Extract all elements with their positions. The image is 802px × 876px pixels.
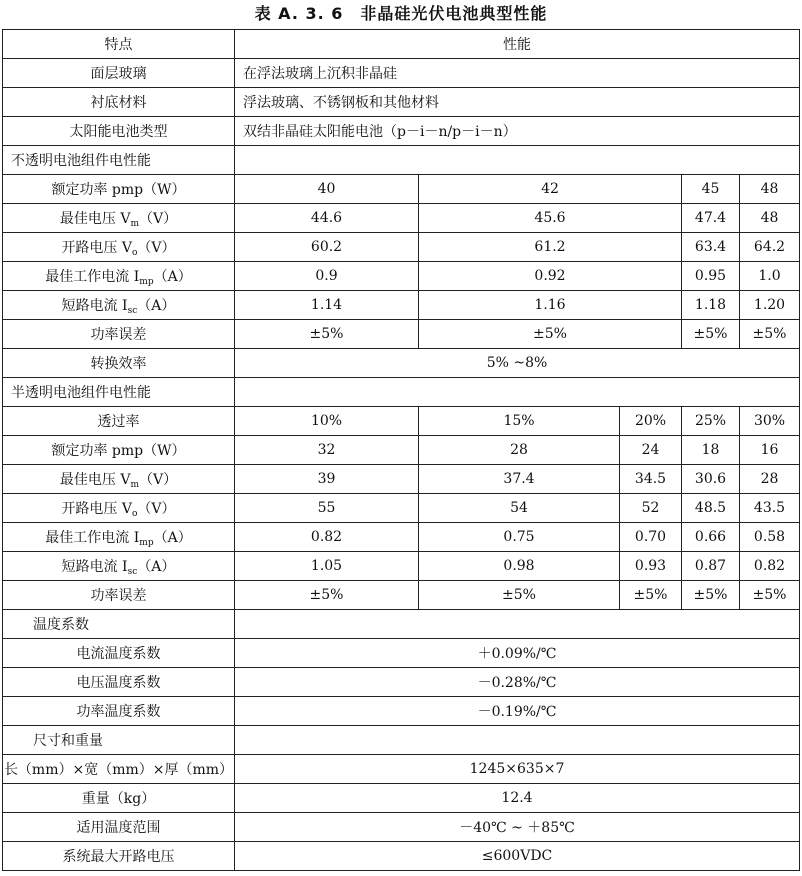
table-row [3,465,800,494]
label-unit: （A） [137,559,176,575]
label-text: 额定功率 pmp（W） [51,182,186,198]
header-performance: 性能 [235,30,800,59]
table-row [3,755,800,784]
value-cell: ±5% [419,581,620,610]
label-subscript: m [130,480,139,490]
value-cell: ±5% [682,320,740,349]
table-row [3,494,800,523]
label-unit: （V） [137,501,176,517]
value-cell: 42 [419,175,682,204]
row-value: －0.19%/℃ [235,697,800,726]
label-unit: （V） [137,240,176,256]
label-text: 最佳工作电流 I [45,269,140,285]
label-text: 最佳电压 V [59,472,131,488]
row-label [3,262,235,291]
row-label: 转换效率 [3,349,235,378]
value-cell: 1.14 [235,291,419,320]
row-label [3,175,235,204]
value-cell: 45 [682,175,740,204]
value-cell: 52 [620,494,682,523]
value-cell: 10% [235,407,419,436]
label-subscript: mp [139,277,154,287]
value-cell: 44.6 [235,204,419,233]
value-cell: 43.5 [740,494,800,523]
row-label [3,552,235,581]
section-title: 半透明电池组件电性能 [3,378,235,407]
value-cell: 0.66 [682,523,740,552]
value-cell: 0.93 [620,552,682,581]
value-cell: 20% [620,407,682,436]
label-text: 最佳电压 V [59,211,131,227]
label-text: 短路电流 I [61,298,128,314]
table-row [3,262,800,291]
row-value: 在浮法玻璃上沉积非晶硅 [235,59,800,88]
row-value: ＋0.09%/℃ [235,639,800,668]
specs-table [2,29,800,871]
section-empty [235,726,800,755]
table-row [3,204,800,233]
table-row [3,88,800,117]
row-label [3,320,235,349]
table-row [3,784,800,813]
value-cell: ±5% [740,581,800,610]
value-cell: 0.87 [682,552,740,581]
label-subscript: o [132,248,138,258]
table-row [3,552,800,581]
row-label: 适用温度范围 [3,813,235,842]
row-label [3,581,235,610]
table-row [3,523,800,552]
label-text: 透过率 [97,414,140,430]
section-empty [235,378,800,407]
label-subscript: sc [127,306,138,316]
section-empty [235,146,800,175]
value-cell: 48 [740,175,800,204]
row-value: 5% ~8% [235,349,800,378]
value-cell: 30.6 [682,465,740,494]
value-cell: 37.4 [419,465,620,494]
section-title: 尺寸和重量 [3,726,235,755]
table-row [3,842,800,871]
value-cell: 45.6 [419,204,682,233]
value-cell: 54 [419,494,620,523]
value-cell: ±5% [235,320,419,349]
value-cell: 24 [620,436,682,465]
row-label: 重量（kg） [3,784,235,813]
table-row [3,233,800,262]
row-label [3,407,235,436]
table-row [3,436,800,465]
value-cell: 1.20 [740,291,800,320]
value-cell: 32 [235,436,419,465]
label-text: 功率误差 [90,588,147,604]
value-cell: 47.4 [682,204,740,233]
row-label [3,523,235,552]
value-cell: 40 [235,175,419,204]
label-unit: （A） [137,298,176,314]
value-cell: 1.16 [419,291,682,320]
row-label: 衬底材料 [3,88,235,117]
value-cell: 1.05 [235,552,419,581]
value-cell: 63.4 [682,233,740,262]
table-row [3,349,800,378]
label-text: 功率误差 [90,327,147,343]
value-cell: 48.5 [682,494,740,523]
header-feature: 特点 [3,30,235,59]
row-label [3,465,235,494]
label-unit: （V） [138,211,178,227]
row-value: 浮法玻璃、不锈钢板和其他材料 [235,88,800,117]
table-row [3,697,800,726]
row-label: 电压温度系数 [3,668,235,697]
section-row [3,726,800,755]
label-text: 最佳工作电流 I [45,530,140,546]
row-label [3,233,235,262]
label-text: 额定功率 pmp（W） [51,443,186,459]
value-cell: 1.18 [682,291,740,320]
row-value: 12.4 [235,784,800,813]
section-row [3,610,800,639]
row-label: 功率温度系数 [3,697,235,726]
row-label [3,494,235,523]
value-cell: 0.58 [740,523,800,552]
table-row [3,639,800,668]
value-cell: 0.75 [419,523,620,552]
value-cell: 16 [740,436,800,465]
row-label: 面层玻璃 [3,59,235,88]
row-label: 太阳能电池类型 [3,117,235,146]
row-label: 长（mm）×宽（mm）×厚（mm） [3,755,235,784]
label-subscript: m [130,219,139,229]
row-value: －40℃ ~ ＋85℃ [235,813,800,842]
value-cell: ±5% [682,581,740,610]
table-row [3,581,800,610]
label-text: 开路电压 V [61,240,132,256]
row-value: ≤600VDC [235,842,800,871]
table-row [3,813,800,842]
value-cell: 0.98 [419,552,620,581]
value-cell: ±5% [620,581,682,610]
table-row [3,117,800,146]
row-label [3,204,235,233]
label-subscript: sc [127,567,138,577]
value-cell: 39 [235,465,419,494]
label-text: 开路电压 V [61,501,132,517]
value-cell: 28 [740,465,800,494]
section-row [3,378,800,407]
label-text: 短路电流 I [61,559,128,575]
section-title: 不透明电池组件电性能 [3,146,235,175]
row-label [3,291,235,320]
label-unit: （A） [153,269,192,285]
value-cell: 0.82 [740,552,800,581]
row-value: －0.28%/℃ [235,668,800,697]
label-unit: （A） [153,530,192,546]
value-cell: ±5% [419,320,682,349]
row-value: 1245×635×7 [235,755,800,784]
value-cell: 30% [740,407,800,436]
value-cell: 0.92 [419,262,682,291]
value-cell: 34.5 [620,465,682,494]
value-cell: 0.70 [620,523,682,552]
table-row [3,407,800,436]
label-subscript: o [132,509,138,519]
row-label: 电流温度系数 [3,639,235,668]
value-cell: 15% [419,407,620,436]
row-value: 双结非晶硅太阳能电池（p－i－n/p－i－n） [235,117,800,146]
value-cell: 0.95 [682,262,740,291]
section-row [3,146,800,175]
table-row [3,59,800,88]
table-row [3,668,800,697]
value-cell: 0.9 [235,262,419,291]
label-subscript: mp [139,538,154,548]
value-cell: 48 [740,204,800,233]
row-label: 系统最大开路电压 [3,842,235,871]
value-cell: 1.0 [740,262,800,291]
value-cell: ±5% [740,320,800,349]
value-cell: 25% [682,407,740,436]
section-title: 温度系数 [3,610,235,639]
table-row [3,320,800,349]
table-title: 表 A. 3. 6 非晶硅光伏电池典型性能 [254,4,548,23]
value-cell: 61.2 [419,233,682,262]
value-cell: 60.2 [235,233,419,262]
row-label [3,436,235,465]
value-cell: ±5% [235,581,419,610]
value-cell: 0.82 [235,523,419,552]
value-cell: 18 [682,436,740,465]
value-cell: 64.2 [740,233,800,262]
table-row [3,291,800,320]
value-cell: 28 [419,436,620,465]
section-empty [235,610,800,639]
value-cell: 55 [235,494,419,523]
label-unit: （V） [138,472,178,488]
header-row [3,30,800,59]
table-row [3,175,800,204]
